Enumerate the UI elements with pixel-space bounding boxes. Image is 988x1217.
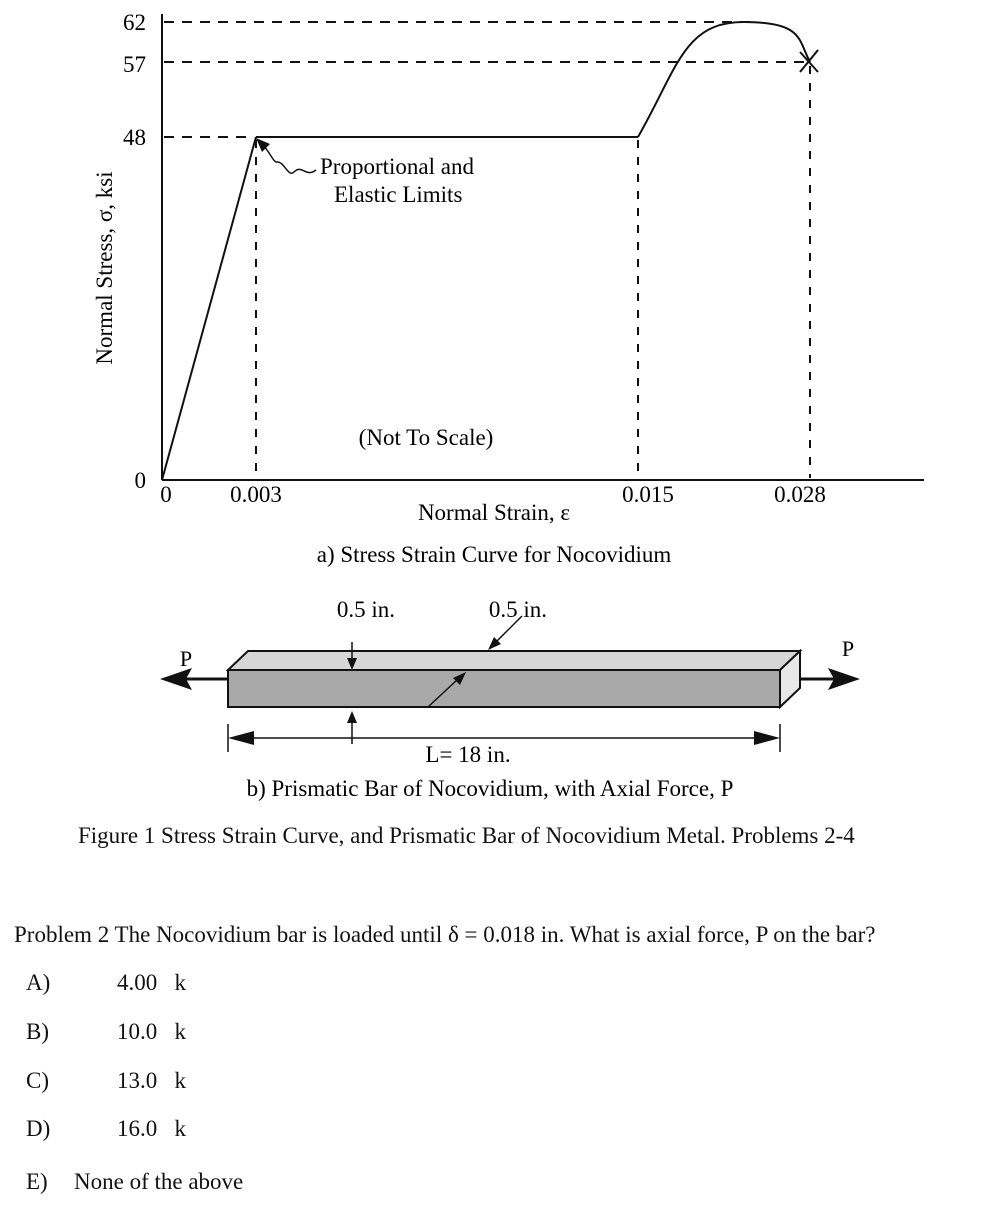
width-dim-label: 0.5 in. <box>336 597 396 622</box>
bar-top-face <box>228 651 800 670</box>
x-axis-label: Normal Strain, ε <box>417 500 571 525</box>
bar-front-face <box>228 670 780 707</box>
y-tick-48: 48 <box>123 125 146 150</box>
right-force-label: P <box>841 636 855 661</box>
length-label: L= 18 in. <box>425 742 511 767</box>
choice-letter: D) <box>26 1116 51 1141</box>
y-axis-label: Normal Stress, σ, ksi <box>92 171 117 365</box>
left-force-arrow <box>160 668 228 690</box>
x-tick-0: 0 <box>160 482 172 507</box>
choice-value: 13.0 k <box>117 1068 186 1093</box>
bar-caption: b) Prismatic Bar of Nocovidium, with Axial Force, P <box>246 776 734 801</box>
width-dim-arrow-bottom <box>347 711 357 744</box>
choice-value: 4.00 k <box>117 970 186 995</box>
x-tick-0028: 0.028 <box>774 482 826 507</box>
figure-caption: Figure 1 Stress Strain Curve, and Prismatic Bar of Nocovidium Metal. Problems 2-4 <box>78 823 855 848</box>
limits-annotation-line2: Elastic Limits <box>334 182 463 207</box>
limits-annotation-line1: Proportional and <box>320 154 474 179</box>
chart-caption: a) Stress Strain Curve for Nocovidium <box>316 542 672 567</box>
y-tick-62: 62 <box>123 10 146 35</box>
y-tick-0: 0 <box>134 468 146 493</box>
choice-letter: C) <box>26 1068 49 1093</box>
not-to-scale-note: (Not To Scale) <box>358 425 494 450</box>
choice-value: 10.0 k <box>117 1019 186 1044</box>
choice-value: None of the above <box>74 1169 244 1194</box>
choice-letter: B) <box>26 1019 49 1044</box>
right-force-arrow <box>800 668 860 690</box>
x-tick-0015: 0.015 <box>622 482 674 507</box>
x-tick-0003: 0.003 <box>230 482 282 507</box>
left-force-label: P <box>179 646 193 671</box>
choice-value: 16.0 k <box>117 1116 186 1141</box>
thickness-dim-label: 0.5 in. <box>488 597 548 622</box>
y-tick-57: 57 <box>123 52 146 77</box>
problem-statement: Problem 2 The Nocovidium bar is loaded until δ = 0.018 in. What is axial force, P on the bar? <box>14 922 876 947</box>
choice-letter: E) <box>26 1169 48 1194</box>
choice-letter: A) <box>26 970 51 995</box>
